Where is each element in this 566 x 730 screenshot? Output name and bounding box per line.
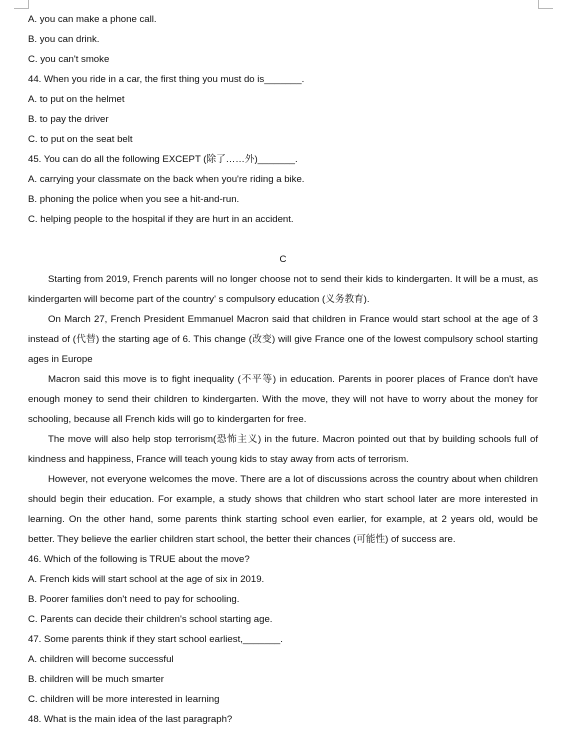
q44-stem: 44. When you ride in a car, the first thing you must do is_______. (28, 74, 305, 85)
q45-option-b: B. phoning the police when you see a hit-and-run. (28, 194, 240, 205)
q46-option-a: A. French kids will start school at the age of six in 2019. (28, 574, 265, 585)
passage-paragraph-3: Macron said this move is to fight inequality (不平等) in education. Parents in poorer places of France don't have enough money to send their children to kindergarten. With the move, they will not have to worry about the money for schooling, because all French kids will go to kindergarten for free. (28, 374, 538, 425)
q47-stem: 47. Some parents think if they start school earliest,_______. (28, 634, 283, 645)
passage-paragraph-2: On March 27, French President Emmanuel Macron said that children in France would start school at the age of 3 instead of (代替) the starting age of 6. This change (改变) will give France one of the lowest compulsory school starting ages in Europe (28, 314, 538, 365)
q43-option-c: C. you can't smoke (28, 54, 110, 65)
section-heading: C (279, 254, 287, 265)
blank-line (28, 230, 538, 250)
passage-paragraph-4: The move will also help stop terrorism(恐怖主义) in the future. Macron pointed out that by building schools full of kindness and happiness, France will teach young kids to stay away from acts of terrorism. (28, 434, 538, 465)
q46-stem: 46. Which of the following is TRUE about the move? (28, 554, 250, 565)
q45-option-a: A. carrying your classmate on the back when you're riding a bike. (28, 174, 305, 185)
document-page (28, 10, 538, 730)
passage-paragraph-5: However, not everyone welcomes the move. There are a lot of discussions across the country about when children should begin their education. For example, a study shows that children who start school later are more interested in learning. On the other hand, some parents think starting school even earlier, for example, at 2 years old, would be better. They believe the earlier children start school, the better their chances (可能性) of success are. (28, 474, 538, 545)
q47-option-c: C. children will be more interested in learning (28, 694, 220, 705)
q43-option-b: B. you can drink. (28, 34, 100, 45)
q45-option-c: C. helping people to the hospital if they are hurt in an accident. (28, 214, 294, 225)
page-corner-mark-right (538, 0, 553, 9)
q47-option-a: A. children will become successful (28, 654, 174, 665)
page-corner-mark-left (14, 0, 29, 9)
q47-option-b: B. children will be much smarter (28, 674, 164, 685)
q44-option-c: C. to put on the seat belt (28, 134, 133, 145)
passage-paragraph-1: Starting from 2019, French parents will no longer choose not to send their kids to kindergarten. It will be a must, as kindergarten will become part of the country' s compulsory education (义务教育). (28, 274, 538, 305)
q46-option-b: B. Poorer families don't need to pay for schooling. (28, 594, 240, 605)
q44-option-b: B. to pay the driver (28, 114, 109, 125)
q48-stem: 48. What is the main idea of the last paragraph? (28, 714, 233, 725)
q43-option-a: A. you can make a phone call. (28, 14, 157, 25)
q46-option-c: C. Parents can decide their children's school starting age. (28, 614, 273, 625)
q44-option-a: A. to put on the helmet (28, 94, 125, 105)
q45-stem: 45. You can do all the following EXCEPT (除了……外)_______. (28, 154, 298, 165)
